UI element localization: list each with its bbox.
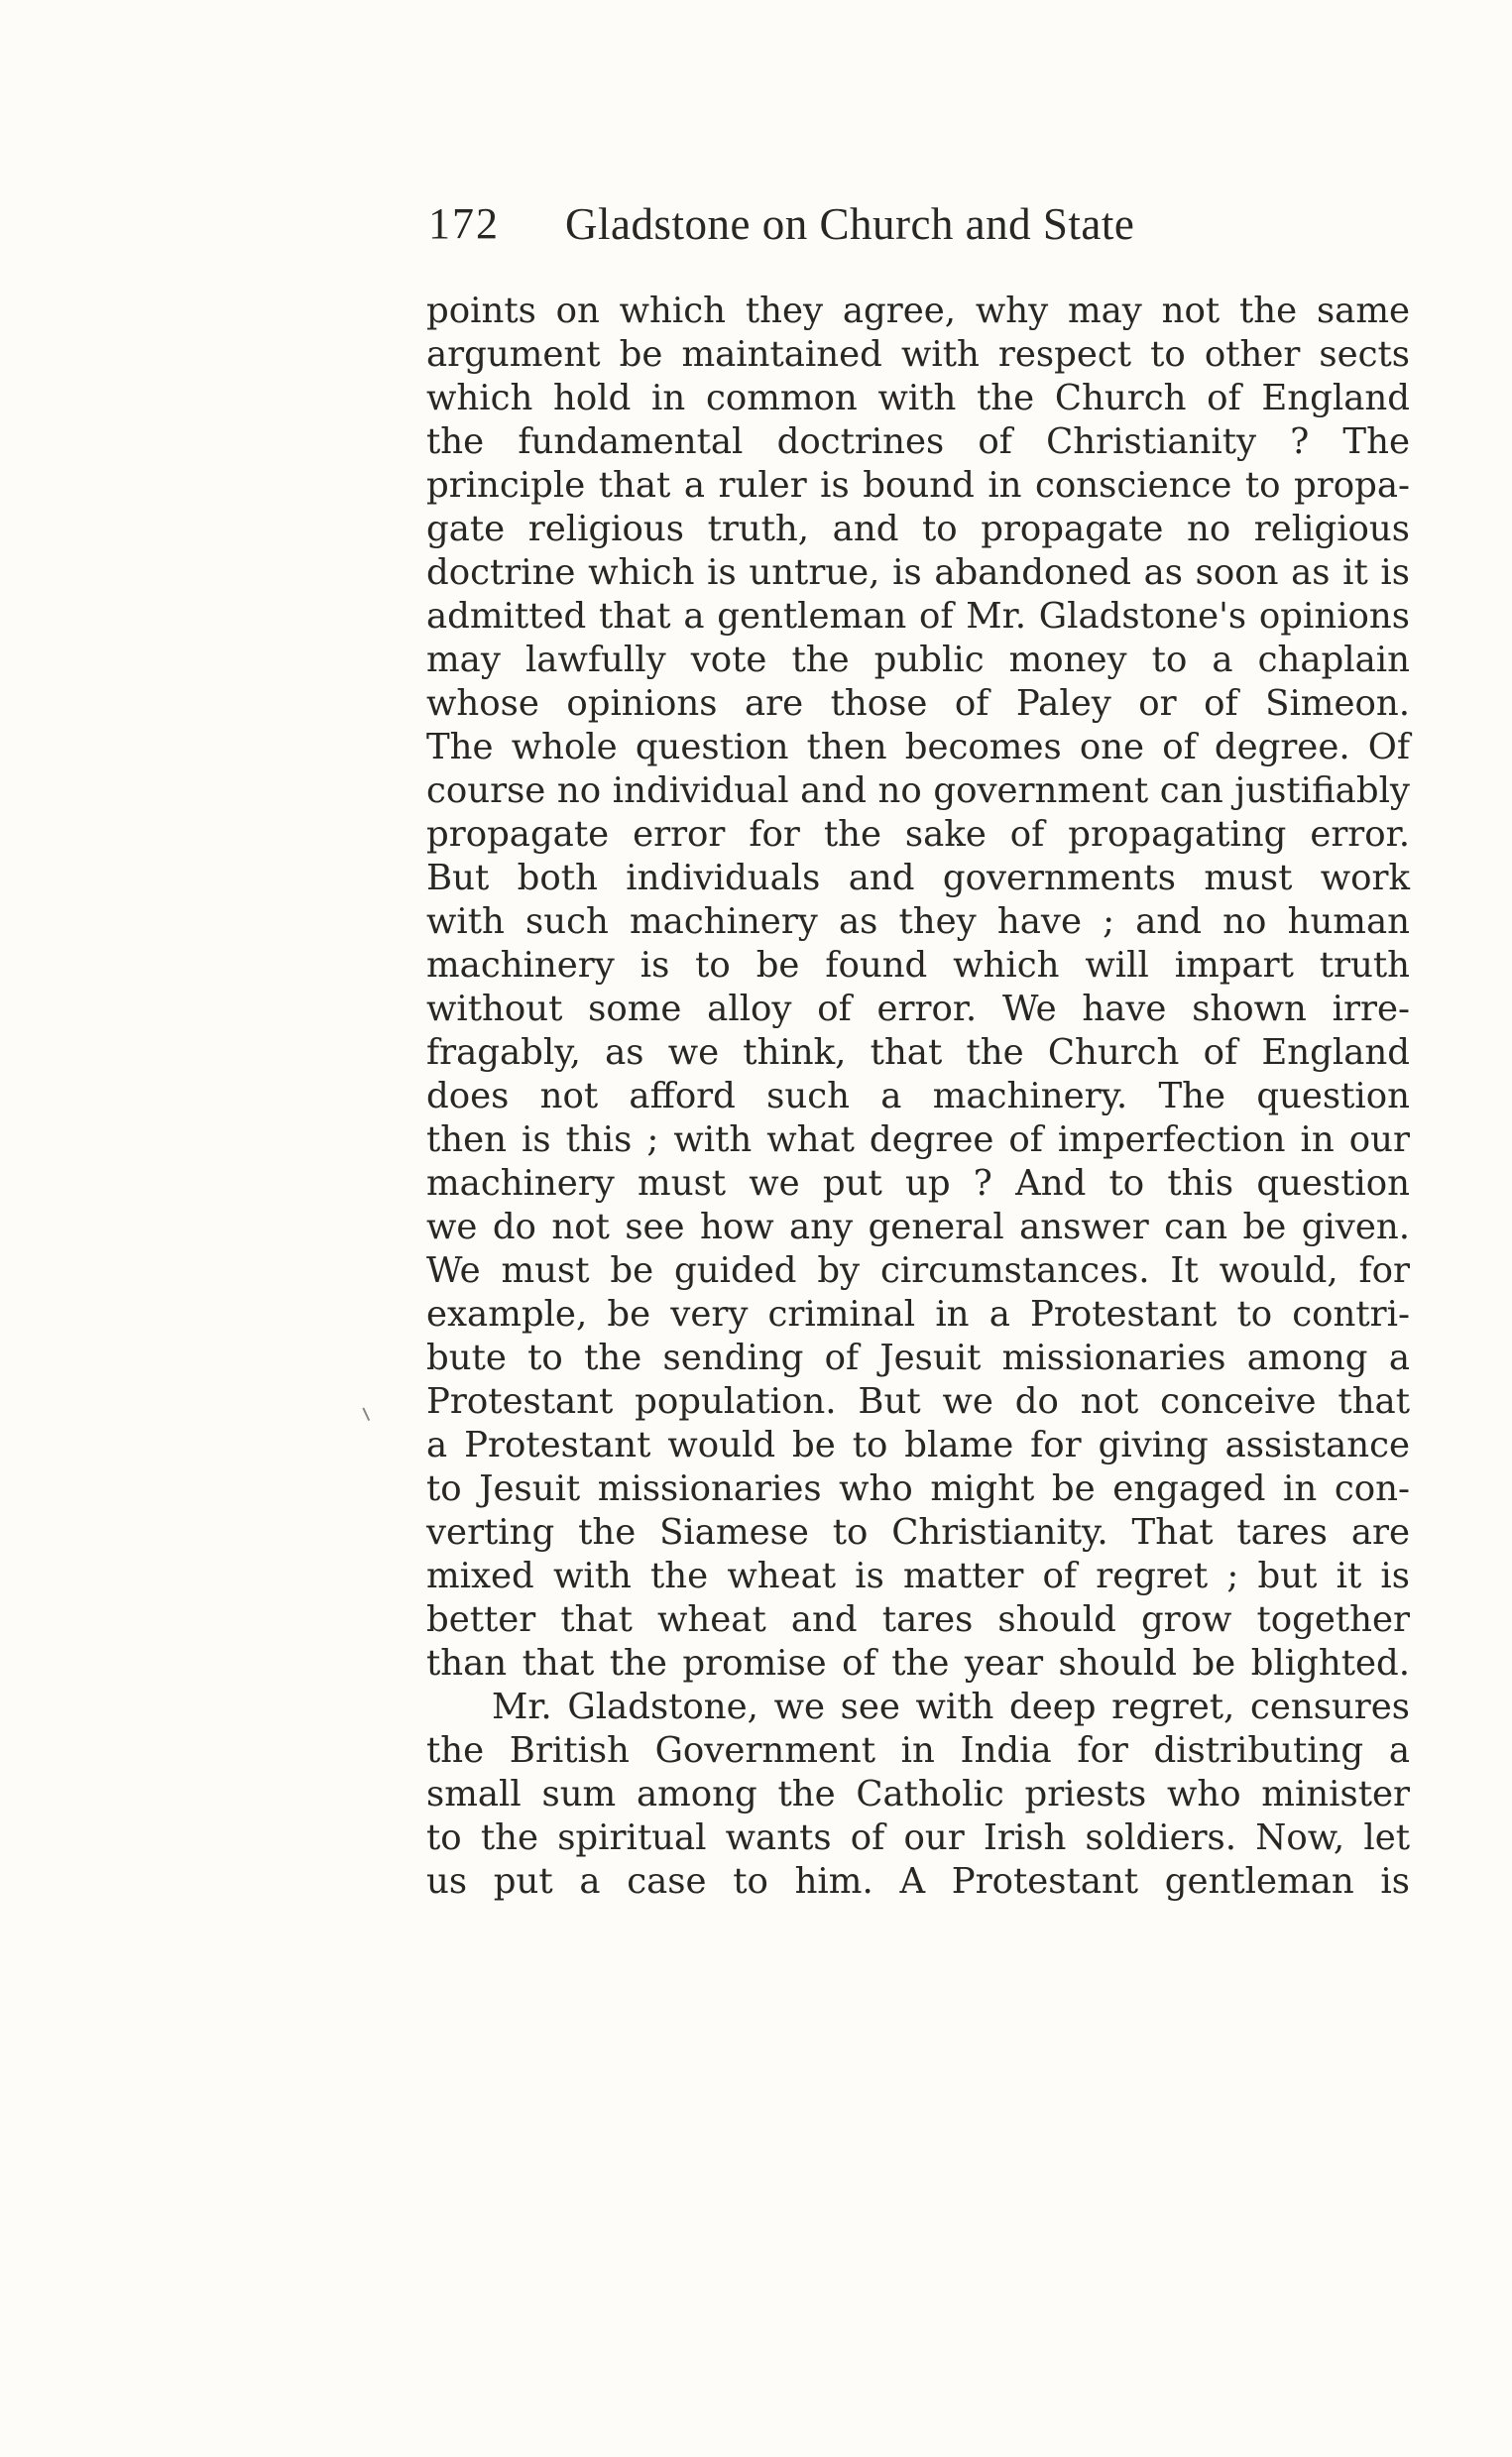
text-line: to Jesuit missionaries who might be engaged in con- — [426, 1468, 1410, 1509]
text-line: which hold in common with the Church of England — [426, 378, 1410, 418]
text-line: us put a case to him. A Protestant gentleman is — [426, 1861, 1410, 1902]
page-number: 172 — [428, 199, 500, 248]
running-head — [428, 198, 1281, 258]
running-title: Gladstone on Church and State — [565, 199, 1135, 249]
text-line: fragably, as we think, that the Church of England — [426, 1032, 1410, 1073]
text-line: machinery must we put up ? And to this question — [426, 1163, 1410, 1204]
text-line: then is this ; with what degree of imperfection in our — [426, 1119, 1410, 1160]
text-line: points on which they agree, why may not the same — [426, 291, 1410, 331]
paragraph-start-line: Mr. Gladstone, we see with deep regret, censures — [492, 1687, 1410, 1727]
text-line: But both individuals and governments must work — [426, 858, 1410, 898]
text-line: gate religious truth, and to propagate no religious — [426, 509, 1410, 549]
text-line: example, be very criminal in a Protestant to contri- — [426, 1294, 1410, 1335]
text-line: small sum among the Catholic priests who minister — [426, 1774, 1410, 1814]
text-line: a Protestant would be to blame for giving assistance — [426, 1425, 1410, 1465]
text-line: with such machinery as they have ; and no human — [426, 901, 1410, 942]
text-line: better that wheat and tares should grow together — [426, 1599, 1410, 1640]
text-line: without some alloy of error. We have shown irre- — [426, 989, 1410, 1029]
margin-mark — [362, 1405, 375, 1421]
text-line: the fundamental doctrines of Christianity ? The — [426, 421, 1410, 462]
text-line: does not afford such a machinery. The question — [426, 1076, 1410, 1116]
text-line: the British Government in India for distributing a — [426, 1730, 1410, 1771]
text-line: Protestant population. But we do not conceive that — [426, 1381, 1410, 1422]
text-line: propagate error for the sake of propagating error. — [426, 814, 1410, 855]
text-line: bute to the sending of Jesuit missionaries among a — [426, 1338, 1410, 1378]
text-line: may lawfully vote the public money to a chaplain — [426, 640, 1410, 680]
text-line: principle that a ruler is bound in conscience to propa- — [426, 465, 1410, 506]
text-line: we do not see how any general answer can be given. — [426, 1207, 1410, 1247]
text-line: course no individual and no government can justifiably — [426, 770, 1410, 811]
text-line: to the spiritual wants of our Irish soldiers. Now, let — [426, 1817, 1410, 1858]
text-line: We must be guided by circumstances. It would, for — [426, 1250, 1410, 1291]
text-line: admitted that a gentleman of Mr. Gladstone's opinions — [426, 596, 1410, 637]
text-line: verting the Siamese to Christianity. That tares are — [426, 1512, 1410, 1553]
text-line: mixed with the wheat is matter of regret ; but it is — [426, 1556, 1410, 1596]
text-line: The whole question then becomes one of degree. Of — [426, 727, 1410, 767]
paragraph-end-line: than that the promise of the year should be blighted. — [426, 1643, 1410, 1684]
body-text — [426, 290, 1410, 1904]
text-line: argument be maintained with respect to other sects — [426, 334, 1410, 375]
text-line: machinery is to be found which will impart truth — [426, 945, 1410, 986]
text-line: whose opinions are those of Paley or of Simeon. — [426, 683, 1410, 724]
text-line: doctrine which is untrue, is abandoned as soon as it is — [426, 552, 1410, 593]
